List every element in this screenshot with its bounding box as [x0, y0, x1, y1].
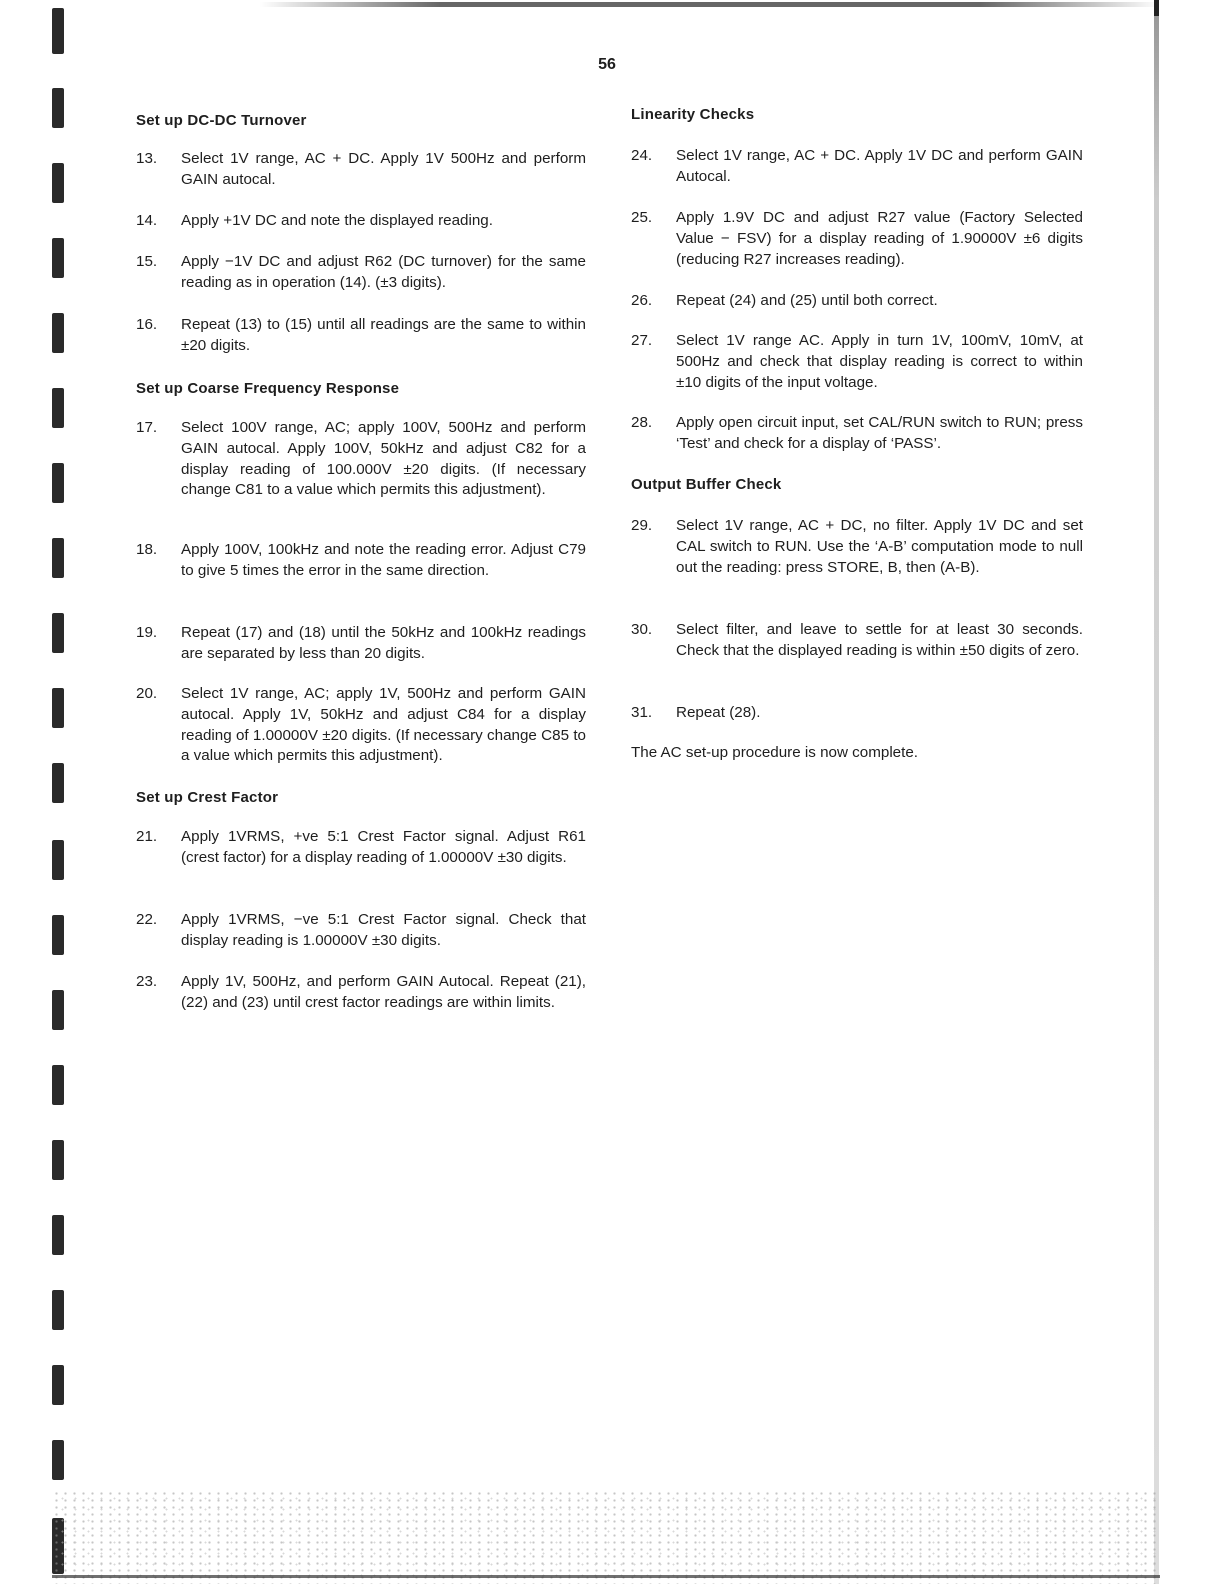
step-text: Repeat (17) and (18) until the 50kHz and 100kHz readings are separated by less than 20 digits. — [181, 624, 586, 662]
binding-hole — [52, 990, 64, 1030]
step-number: 19. — [136, 624, 158, 641]
binding-hole — [52, 1140, 64, 1180]
binding-holes — [52, 0, 68, 1584]
step-text: Apply +1V DC and note the displayed reading. — [181, 212, 493, 229]
section-heading: Set up DC-DC Turnover — [136, 112, 307, 129]
step-text: Select 1V range AC. Apply in turn 1V, 100mV, 10mV, at 500Hz and check that display reading is correct to within ±10 digits of the input voltage. — [676, 332, 1083, 391]
step-text: Select 1V range, AC + DC. Apply 1V 500Hz and perform GAIN autocal. — [181, 150, 586, 188]
binding-hole — [52, 763, 64, 803]
binding-hole — [52, 915, 64, 955]
step-number: 27. — [631, 332, 653, 349]
binding-hole — [52, 8, 64, 54]
section-heading: Output Buffer Check — [631, 476, 782, 493]
binding-hole — [52, 538, 64, 578]
step-20 — [136, 684, 586, 767]
step-text: Apply −1V DC and adjust R62 (DC turnover) for the same reading as in operation (14). (±3 digits). — [181, 253, 586, 291]
step-18 — [136, 540, 586, 582]
step-text: Select 1V range, AC + DC. Apply 1V DC and perform GAIN Autocal. — [676, 147, 1083, 185]
binding-hole — [52, 313, 64, 353]
step-text: Repeat (13) to (15) until all readings are the same to within ±20 digits. — [181, 316, 586, 354]
section-heading: Linearity Checks — [631, 106, 755, 123]
closing-note: The AC set-up procedure is now complete. — [631, 744, 919, 761]
binding-hole — [52, 1365, 64, 1405]
step-number: 29. — [631, 517, 653, 534]
binding-hole — [52, 88, 64, 128]
step-23 — [136, 972, 586, 1014]
step-number: 14. — [136, 212, 158, 229]
step-text: Repeat (24) and (25) until both correct. — [676, 292, 938, 309]
binding-hole — [52, 388, 64, 428]
step-29 — [631, 516, 1083, 578]
step-number: 18. — [136, 541, 158, 558]
section-heading: Set up Coarse Frequency Response — [136, 380, 400, 397]
page-number: 56 — [598, 56, 616, 73]
step-number: 28. — [631, 414, 653, 431]
binding-hole — [52, 463, 64, 503]
step-number: 16. — [136, 316, 158, 333]
step-13 — [136, 149, 586, 191]
step-number: 23. — [136, 973, 158, 990]
step-number: 31. — [631, 704, 653, 721]
binding-hole — [52, 840, 64, 880]
step-text: Apply 1VRMS, −ve 5:1 Crest Factor signal. Check that display reading is 1.00000V ±30 digits. — [181, 911, 586, 949]
step-30 — [631, 620, 1083, 662]
step-number: 24. — [631, 147, 653, 164]
step-27 — [631, 331, 1083, 393]
step-14 — [136, 211, 586, 232]
step-15 — [136, 252, 586, 294]
step-text: Select 100V range, AC; apply 100V, 500Hz and perform GAIN autocal. Apply 100V, 50kHz and adjust C82 for a display reading of 100.000V ±20 digits. (If necessary change C81 to a value which permits this adjustment). — [181, 419, 586, 499]
step-number: 25. — [631, 209, 653, 226]
step-text: Apply 1V, 500Hz, and perform GAIN Autocal. Repeat (21), (22) and (23) until crest factor readings are within limits. — [181, 973, 586, 1011]
step-text: Select 1V range, AC; apply 1V, 500Hz and perform GAIN autocal. Apply 1V, 50kHz and adjust C84 for a display reading of 1.00000V ±20 digits. (If necessary change C85 to a value which permits this adjustment). — [181, 685, 586, 765]
step-number: 20. — [136, 685, 158, 702]
binding-hole — [52, 613, 64, 653]
binding-hole — [52, 1065, 64, 1105]
step-text: Apply 1VRMS, +ve 5:1 Crest Factor signal. Adjust R61 (crest factor) for a display reading of 1.00000V ±30 digits. — [181, 828, 586, 866]
step-16 — [136, 315, 586, 357]
step-17 — [136, 418, 586, 501]
binding-hole — [52, 1440, 64, 1480]
binding-hole — [52, 1215, 64, 1255]
step-text: Apply 1.9V DC and adjust R27 value (Factory Selected Value − FSV) for a display reading of 1.90000V ±6 digits (reducing R27 increases reading). — [676, 209, 1083, 268]
scan-right-edge — [1154, 0, 1159, 1584]
step-19 — [136, 623, 586, 665]
binding-hole — [52, 688, 64, 728]
step-number: 26. — [631, 292, 653, 309]
step-text: Apply 100V, 100kHz and note the reading error. Adjust C79 to give 5 times the error in the same direction. — [181, 541, 586, 579]
scan-bottom-edge — [52, 1575, 1160, 1578]
step-number: 17. — [136, 419, 158, 436]
section-heading: Set up Crest Factor — [136, 789, 279, 806]
binding-hole — [52, 163, 64, 203]
step-number: 13. — [136, 150, 158, 167]
scan-bottom-noise — [52, 1490, 1160, 1584]
scan-top-edge — [260, 2, 1160, 7]
step-text: Apply open circuit input, set CAL/RUN switch to RUN; press ‘Test’ and check for a display of ‘PASS’. — [676, 414, 1083, 452]
step-number: 15. — [136, 253, 158, 270]
step-number: 30. — [631, 621, 653, 638]
step-number: 21. — [136, 828, 158, 845]
step-26 — [631, 291, 1083, 312]
step-24 — [631, 146, 1083, 188]
binding-hole — [52, 238, 64, 278]
step-text: Select 1V range, AC + DC, no filter. Apply 1V DC and set CAL switch to RUN. Use the ‘A-B’ computation mode to null out the reading: press STORE, B, then (A-B). — [676, 517, 1083, 576]
step-31 — [631, 703, 1083, 724]
step-number: 22. — [136, 911, 158, 928]
step-28 — [631, 413, 1083, 455]
step-text: Repeat (28). — [676, 704, 761, 721]
step-25 — [631, 208, 1083, 270]
step-text: Select filter, and leave to settle for at least 30 seconds. Check that the displayed reading is within ±50 digits of zero. — [676, 621, 1083, 659]
step-22 — [136, 910, 586, 952]
binding-hole — [52, 1290, 64, 1330]
step-21 — [136, 827, 586, 869]
